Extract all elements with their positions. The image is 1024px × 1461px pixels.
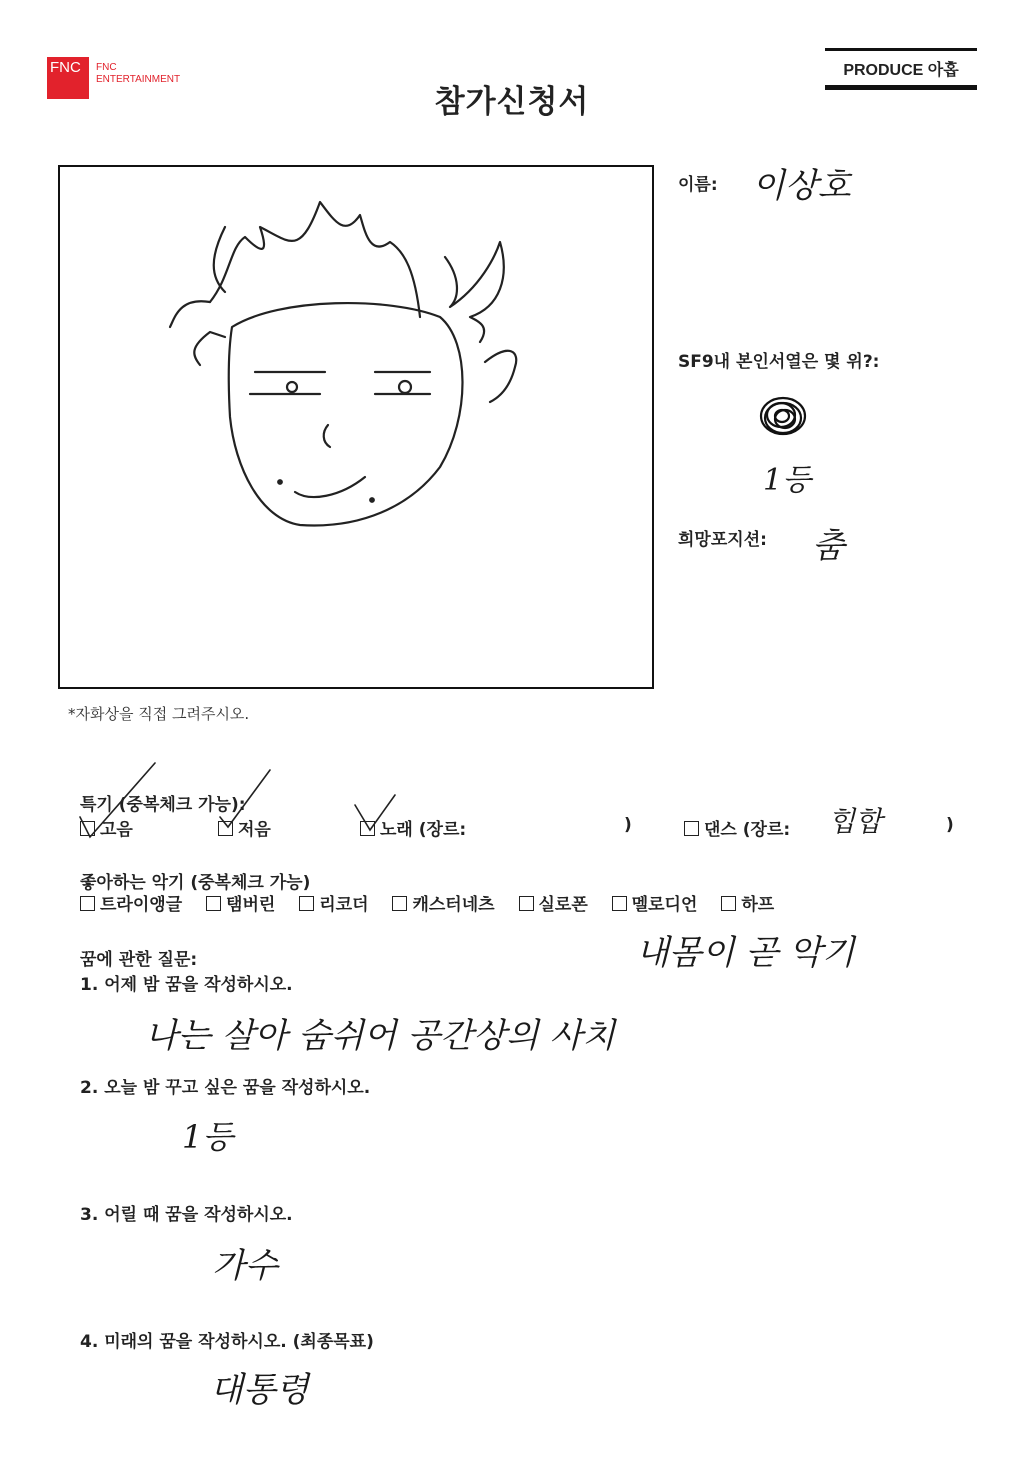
logo-mark: FNC <box>50 59 81 76</box>
logo-line1: FNC <box>96 62 117 73</box>
melodion-label: 멜로디언 <box>631 895 698 915</box>
xylophone-checkbox[interactable] <box>519 896 534 911</box>
recorder-checkbox[interactable] <box>299 896 314 911</box>
dimple-right <box>370 498 374 502</box>
page-title: 참가신청서 <box>434 84 590 120</box>
ear-right <box>485 351 516 402</box>
dance-genre-value: 힙합 <box>828 805 883 838</box>
dance-close-paren: ) <box>946 815 954 835</box>
mouth <box>295 477 365 497</box>
pupil-right <box>399 381 411 393</box>
dream-question-1: 1. 어제 밤 꿈을 작성하시오. <box>80 975 293 995</box>
dream-question-4: 4. 미래의 꿈을 작성하시오. (최종목표) <box>80 1332 374 1352</box>
check-singing <box>355 795 395 830</box>
low-note-label: 저음 <box>238 820 271 840</box>
scribble-mark <box>755 388 811 448</box>
rank-value: 1등 <box>763 463 812 498</box>
castanets-checkbox[interactable] <box>392 896 407 911</box>
portrait-caption: *자화상을 직접 그려주시오. <box>68 705 250 723</box>
dreams-label: 꿈에 관한 질문: <box>80 950 198 970</box>
melodion-checkbox[interactable] <box>612 896 627 911</box>
talent-dance[interactable] <box>684 815 790 840</box>
instrument-tambourine[interactable] <box>206 895 275 915</box>
nose <box>324 425 330 447</box>
rank-label: SF9내 본인서열은 몇 위?: <box>678 352 880 372</box>
instrument-triangle[interactable] <box>80 895 182 915</box>
singing-close-paren: ) <box>624 815 632 835</box>
instrument-castanets[interactable] <box>392 895 494 915</box>
dance-label: 댄스 (장르: <box>704 820 791 840</box>
instrument-xylophone[interactable] <box>519 895 588 915</box>
dream-answer-1: 나는 살아 숨쉬어 공간상의 사치 <box>145 1016 616 1056</box>
instrument-note: 내몸이 곧 악기 <box>636 933 855 973</box>
xylophone-label: 실로폰 <box>538 895 588 915</box>
tambourine-checkbox[interactable] <box>206 896 221 911</box>
hair-right <box>445 242 504 342</box>
dance-checkbox[interactable] <box>684 821 699 836</box>
hair-line <box>170 301 225 365</box>
dream-answer-2: 1등 <box>182 1118 234 1156</box>
instrument-melodion[interactable] <box>612 895 698 915</box>
triangle-checkbox[interactable] <box>80 896 95 911</box>
instrument-label: 좋아하는 악기 (중복체크 가능) <box>80 873 311 893</box>
check-marks <box>70 755 400 845</box>
position-label: 희망포지션: <box>678 530 767 550</box>
check-high-note <box>80 763 155 837</box>
name-value: 이상호 <box>752 166 851 206</box>
singing-label: 노래 (장르: <box>380 820 467 840</box>
dream-question-2: 2. 오늘 밤 꾸고 싶은 꿈을 작성하시오. <box>80 1078 371 1098</box>
dream-answer-3: 가수 <box>212 1246 278 1286</box>
face-outline <box>229 303 463 525</box>
triangle-label: 트라이앵글 <box>100 895 183 915</box>
instrument-harp[interactable] <box>721 895 774 915</box>
produce-tag: PRODUCE 아홉 <box>825 48 977 90</box>
portrait-frame <box>58 165 654 689</box>
castanets-label: 캐스터네츠 <box>412 895 495 915</box>
logo-line2: ENTERTAINMENT <box>96 74 181 85</box>
dream-question-3: 3. 어릴 때 꿈을 작성하시오. <box>80 1205 293 1225</box>
instrument-options <box>80 890 792 915</box>
dream-answer-4: 대통령 <box>210 1370 309 1410</box>
hair-left <box>214 227 225 292</box>
hair-spikes <box>210 202 420 317</box>
high-note-label: 고음 <box>100 820 133 840</box>
pupil-left <box>287 382 297 392</box>
recorder-label: 리코더 <box>319 895 369 915</box>
tambourine-label: 탬버린 <box>226 895 276 915</box>
check-low-note <box>220 770 270 827</box>
position-value: 춤 <box>812 526 845 566</box>
harp-checkbox[interactable] <box>721 896 736 911</box>
talent-label: 특기 (중복체크 가능): <box>80 795 246 815</box>
self-portrait-drawing <box>60 167 652 687</box>
instrument-recorder[interactable] <box>299 895 368 915</box>
harp-label: 하프 <box>741 895 775 915</box>
dimple-left <box>278 480 282 484</box>
name-label: 이름: <box>678 175 718 195</box>
